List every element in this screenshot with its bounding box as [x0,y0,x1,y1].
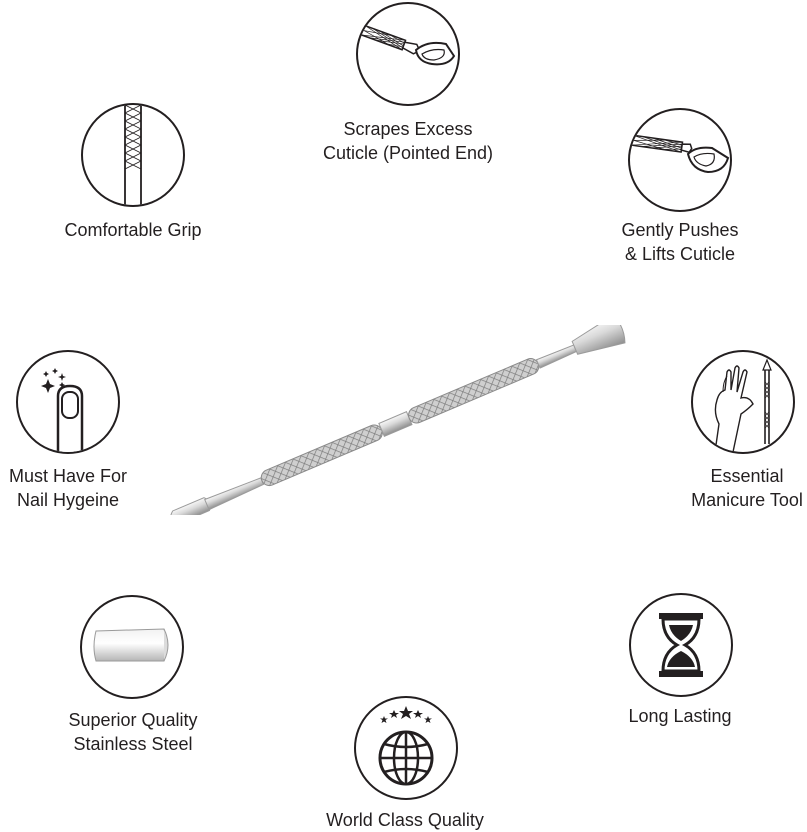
hourglass-icon [629,593,733,697]
textured-grip-icon [81,103,185,207]
nail-scraping-icon [356,2,460,106]
feature-label: Essential Manicure Tool [691,466,803,510]
clean-nail-sparkle-icon [16,350,120,454]
feature-label: Must Have For Nail Hygeine [8,466,128,510]
cuticle-pusher-tool [160,325,660,515]
feature-label: Gently Pushes & Lifts Cuticle [621,220,739,264]
feature-label: World Class Quality [326,810,484,830]
feature-label: Long Lasting [628,706,732,726]
feature-label: Superior Quality Stainless Steel [68,710,198,754]
feature-label: Comfortable Grip [64,220,202,240]
feature-label: Scrapes Excess Cuticle (Pointed End) [322,119,494,163]
cuticle-pushing-icon [628,108,732,212]
globe-stars-icon [354,696,458,800]
steel-bar-icon [80,595,184,699]
hand-with-tool-icon [691,350,795,454]
